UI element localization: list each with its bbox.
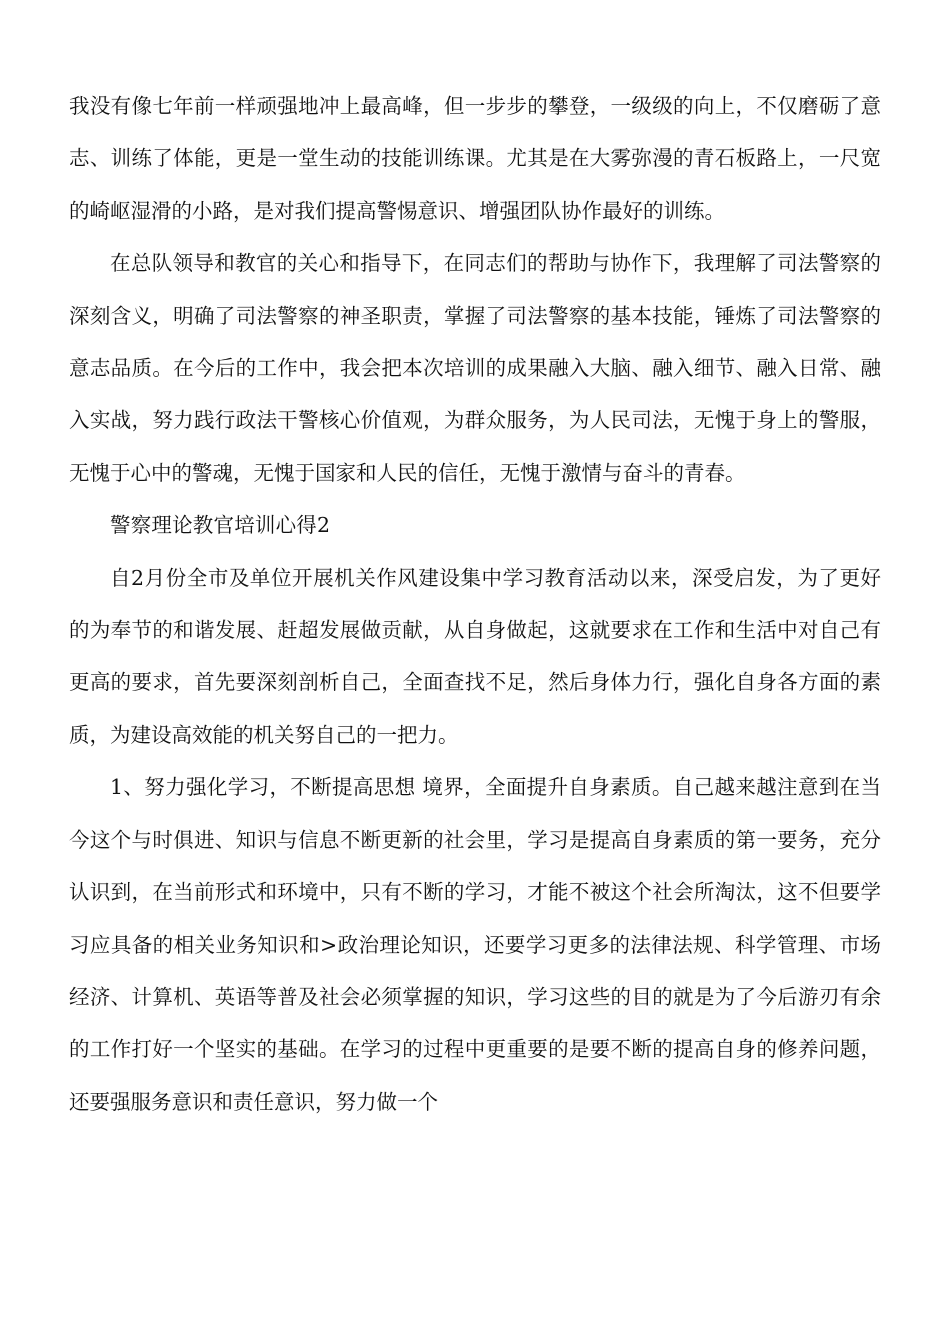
paragraph-training-reflection: 在总队领导和教官的关心和指导下，在同志们的帮助与协作下，我理解了司法警察的深刻含义，明确了司法警察的神圣职责，掌握了司法警察的基本技能，锤炼了司法警察的意志品质。在今后的工作中，我会把本次培训的成果融入大脑、融入细节、融入日常、融入实战，努力践行政法干警核心价值观，为群众服务，为人民司法，无愧于身上的警服，无愧于心中的警魂，无愧于国家和人民的信任，无愧于激情与奋斗的青春。 [69, 251, 881, 485]
paragraph-continued: 我没有像七年前一样顽强地冲上最高峰，但一步步的攀登，一级级的向上，不仅磨砺了意志、训练了体能，更是一堂生动的技能训练课。尤其是在大雾弥漫的青石板路上，一尺宽的崎岖湿滑的小路，是对我们提高警惕意识、增强团队协作最好的训练。 [69, 94, 881, 223]
document-body [69, 80, 881, 1128]
paragraph-point-1: 1、努力强化学习，不断提高思想 境界，全面提升自身素质。自己越来越注意到在当今这个与时俱进、知识与信息不断更新的社会里，学习是提高自身素质的第一要务，充分认识到，在当前形式和环境中，只有不断的学习，才能不被这个社会所淘汰，这不但要学习应具备的相关业务知识和>政治理论知识，还要学习更多的法律法规、科学管理、市场经济、计算机、英语等普及社会必须掌握的知识，学习这些的目的就是为了今后游刃有余的工作打好一个坚实的基础。在学习的过程中更重要的是要不断的提高自身的修养问题，还要强服务意识和责任意识，努力做一个 [69, 775, 881, 1114]
section-heading: 警察理论教官培训心得2 [110, 513, 331, 538]
paragraph-intro: 自2月份全市及单位开展机关作风建设集中学习教育活动以来，深受启发，为了更好的为奉节的和谐发展、赶超发展做贡献，从自身做起，这就要求在工作和生活中对自己有更高的要求，首先要深刻剖析自己，全面查找不足，然后身体力行，强化自身各方面的素质，为建设高效能的机关努自己的一把力。 [69, 565, 881, 747]
